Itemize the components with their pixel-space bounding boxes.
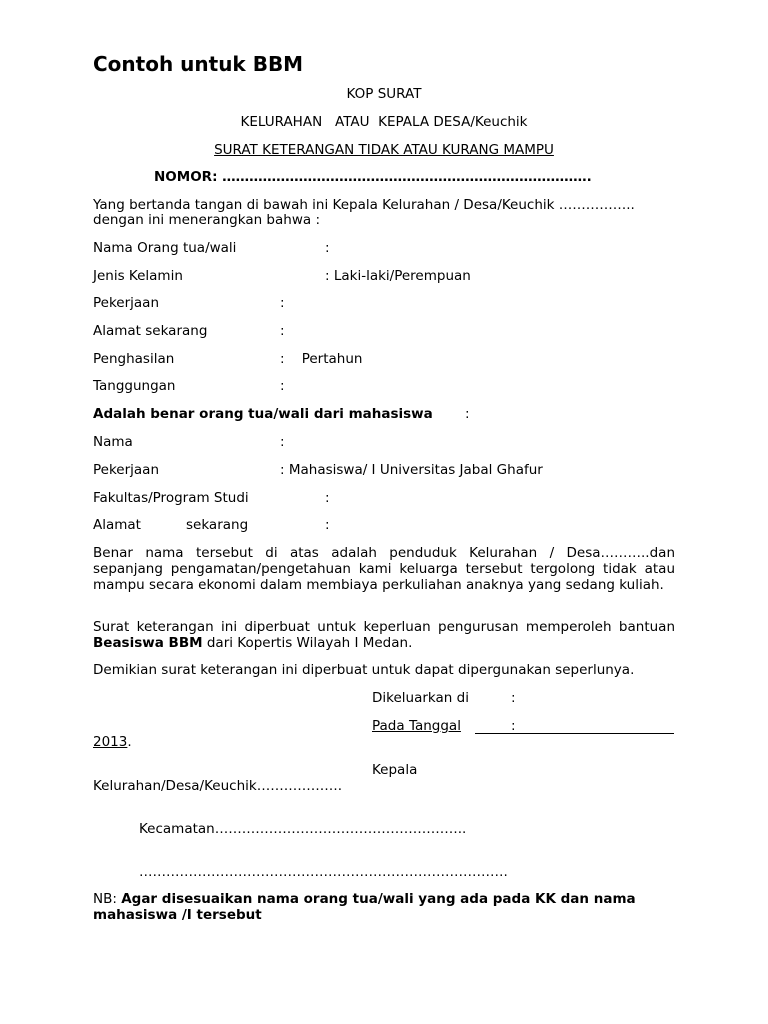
field-label: Pekerjaan [93,295,160,311]
tanggal-label: Pada Tanggal [372,718,461,734]
field-label: Alamat sekarang [93,323,208,339]
field-label: Nama [93,434,133,450]
nb-line-2: mahasiswa /I tersebut [93,907,262,923]
paragraph-3: Demikian surat keterangan ini diperbuat untuk dapat dipergunakan seperlunya. [93,662,635,678]
field-value: : [325,490,330,506]
field-value: : [280,323,285,339]
tanggal-colon: : [511,718,516,734]
tanggal-underline [475,718,674,734]
year-dot: . [127,734,132,750]
field-label: Fakultas/Program Studi [93,490,249,506]
dikeluarkan-colon: : [511,690,516,706]
field-label: Pekerjaan [93,462,160,478]
field-value: : [280,295,285,311]
field-value: : [280,378,285,394]
nb-label: NB: [93,891,122,907]
year-line [93,734,132,750]
field-value: : [280,434,285,450]
field-value: : [325,240,330,256]
kepala-label: Kepala [372,762,418,778]
student-heading: Adalah benar orang tua/wali dari mahasiswa [93,406,433,422]
field-label-2: sekarang [186,517,249,533]
field-label: Nama Orang tua/wali [93,240,237,256]
surat-title-text: SURAT KETERANGAN TIDAK ATAU KURANG MAMPU [214,142,554,158]
field-value: : Laki-laki/Perempuan [325,268,471,284]
field-label: Alamat [93,517,141,533]
kelurahan-heading: KELURAHAN ATAU KEPALA DESA/Keuchik [240,114,528,130]
paragraph-2-pre: Surat keterangan ini diperbuat untuk keperluan pengurusan memperoleh bantuan [93,619,675,635]
field-label: Tanggungan [93,378,176,394]
signature-dots: ………………………………………………………………………. [139,864,508,880]
nb-line-1 [93,891,636,907]
field-value: : [325,517,330,533]
kop-surat: KOP SURAT [346,86,422,102]
year-text: 2013 [93,734,128,750]
intro-line-2: dengan ini menerangkan bahwa : [93,212,320,228]
paragraph-2-bold: Beasiswa BBM [93,635,203,651]
paragraph-2-post: dari Kopertis Wilayah I Medan. [202,635,413,651]
field-label: Jenis Kelamin [93,268,183,284]
intro-line-1: Yang bertanda tangan di bawah ini Kepala Kelurahan / Desa/Keuchik …………….. [93,197,635,213]
document-title: Contoh untuk BBM [93,52,304,76]
field-label: Penghasilan [93,351,175,367]
kelurahan-sign: Kelurahan/Desa/Keuchik………………. [93,778,342,794]
paragraph-2 [93,619,675,651]
surat-title [93,142,675,158]
nb-text: Agar disesuaikan nama orang tua/wali yang ada pada KK dan nama [121,891,636,907]
paragraph-1: Benar nama tersebut di atas adalah penduduk Kelurahan / Desa………..dan sepanjang pengamatan/pengetahuan kami keluarga tersebut tergolong tidak atau mampu secara ekonomi dalam membiaya perkuliahan anaknya yang sedang kuliah. [93,545,675,593]
dikeluarkan-label: Dikeluarkan di [372,690,469,706]
nomor-line: NOMOR: ………………………………………………………………………. [154,169,592,185]
field-value: : Mahasiswa/ I Universitas Jabal Ghafur [280,462,543,478]
student-heading-colon: : [465,406,470,422]
field-value: : Pertahun [280,351,363,367]
kecamatan-line: Kecamatan……………………………………………….. [139,821,467,837]
